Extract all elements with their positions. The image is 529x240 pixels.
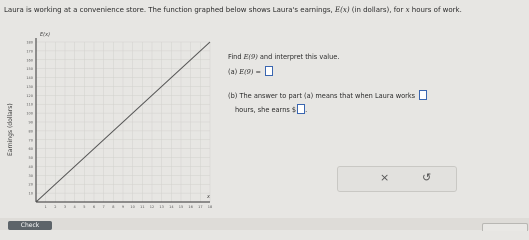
y-tick-label: 50 bbox=[28, 156, 33, 161]
x-tick-label: 4 bbox=[73, 205, 76, 209]
x-tick-label: 10 bbox=[130, 205, 135, 209]
x-tick-label: 5 bbox=[83, 205, 86, 209]
part-a: (a) E(9) = bbox=[228, 66, 273, 77]
x-tick-label: 12 bbox=[149, 205, 155, 209]
clear-icon[interactable]: × bbox=[380, 171, 390, 184]
y-tick-label: 130 bbox=[26, 84, 33, 89]
answer-toolbar bbox=[337, 166, 457, 192]
y-tick-label: 10 bbox=[28, 191, 33, 196]
x-tick-label: 16 bbox=[188, 205, 193, 209]
earnings-graph bbox=[0, 28, 225, 213]
x-tick-label: 8 bbox=[112, 205, 115, 209]
y-tick-label: 150 bbox=[26, 67, 33, 72]
y-tick-label: 170 bbox=[26, 49, 33, 54]
x-tick-label: 11 bbox=[140, 205, 145, 209]
x-tick-label: 18 bbox=[207, 205, 213, 209]
y-tick-label: 80 bbox=[28, 129, 33, 134]
y-tick-label: 100 bbox=[26, 111, 33, 116]
x-tick-label: 15 bbox=[178, 205, 184, 209]
y-tick-label: 90 bbox=[28, 120, 33, 125]
x-tick-label: 17 bbox=[198, 205, 203, 209]
x-tick-labels bbox=[45, 205, 213, 209]
x-tick-label: 14 bbox=[169, 205, 174, 209]
x-tick-label: 6 bbox=[92, 205, 96, 209]
y-tick-label: 30 bbox=[28, 173, 33, 178]
x-tick-label: 13 bbox=[159, 205, 164, 209]
part-b-line2: hours, she earns $ . bbox=[235, 106, 308, 114]
x-tick-label: 7 bbox=[102, 205, 105, 209]
y-tick-label: 120 bbox=[26, 93, 33, 98]
y-tick-label: 70 bbox=[28, 138, 33, 143]
y-tick-label: 20 bbox=[28, 182, 33, 187]
undo-icon[interactable]: ↺ bbox=[422, 171, 432, 184]
part-b-hours-input[interactable] bbox=[419, 90, 427, 100]
part-b-dollars-input[interactable] bbox=[297, 104, 305, 114]
x-tick-label: 1 bbox=[44, 205, 47, 209]
y-tick-label: 40 bbox=[28, 164, 33, 169]
y-tick-label: 60 bbox=[28, 147, 33, 152]
x-tick-label: 9 bbox=[121, 205, 125, 209]
find-prompt: Find E(9) and interpret this value. bbox=[228, 53, 340, 61]
x-tick-label: 2 bbox=[54, 205, 57, 209]
y-tick-label: 110 bbox=[26, 102, 33, 107]
part-b-line1: (b) The answer to part (a) means that when Laura works bbox=[228, 90, 427, 101]
part-a-answer-input[interactable] bbox=[265, 66, 273, 76]
y-axis-label: Earnings (dollars) bbox=[7, 103, 14, 156]
y-tick-label: 160 bbox=[26, 58, 33, 63]
check-button[interactable]: Check bbox=[8, 221, 52, 230]
question-text: Laura is working at a convenience store. The function graphed below shows Laura's earnings, E(x) (in dollars), for x hours of work. bbox=[4, 6, 462, 14]
y-tick-labels bbox=[26, 41, 33, 196]
footer-bar bbox=[0, 218, 529, 230]
y-axis-top-label: E(x) bbox=[40, 32, 51, 38]
footer-right-button[interactable] bbox=[482, 223, 528, 231]
y-tick-label: 140 bbox=[26, 76, 33, 81]
function-E: E(x) bbox=[335, 6, 350, 14]
y-tick-label: 180 bbox=[26, 40, 33, 45]
x-tick-label: 3 bbox=[63, 205, 67, 209]
x-axis-end-label: x bbox=[207, 194, 210, 200]
